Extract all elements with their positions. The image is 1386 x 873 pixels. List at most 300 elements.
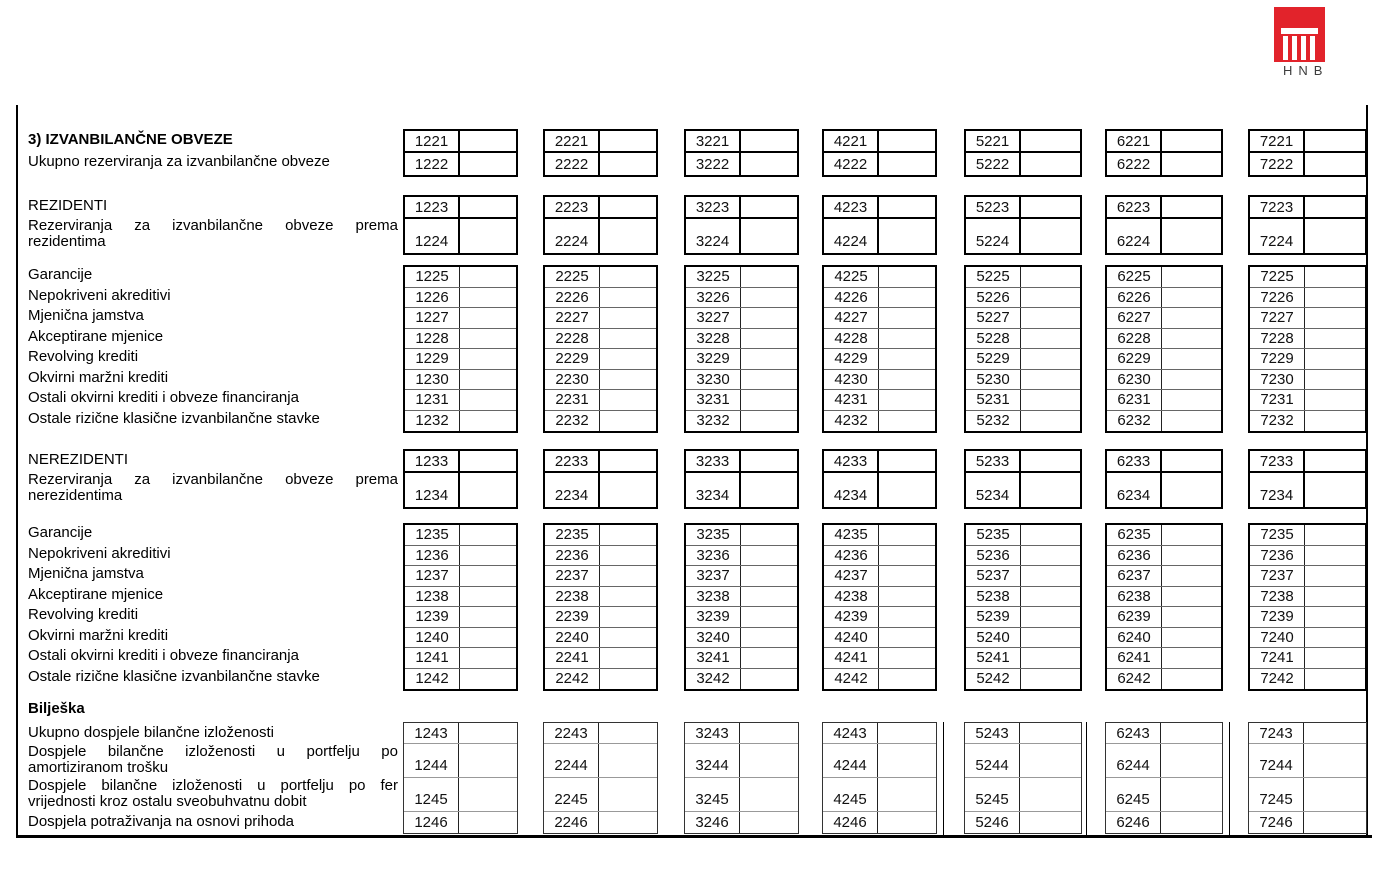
value-cell-1228[interactable] xyxy=(460,329,516,349)
value-cell-4227[interactable] xyxy=(879,308,935,328)
code-cell: 3243 xyxy=(685,723,740,743)
logo-architrave-icon xyxy=(1281,28,1318,34)
code-cell: 3230 xyxy=(686,370,741,390)
value-cell-1227[interactable] xyxy=(460,308,516,328)
value-cell-4228[interactable] xyxy=(879,329,935,349)
code-box-row xyxy=(824,370,935,391)
code-cell: 5232 xyxy=(966,411,1021,432)
code-box-row xyxy=(824,390,935,411)
value-cell-4235[interactable] xyxy=(879,525,935,545)
code-box-group-col1 xyxy=(403,722,518,834)
code-box-row xyxy=(1107,411,1221,432)
value-cell-2223[interactable] xyxy=(600,197,656,217)
value-cell-7223[interactable] xyxy=(1305,197,1365,217)
value-cell-6227[interactable] xyxy=(1162,308,1221,328)
code-cell: 5245 xyxy=(965,778,1020,811)
value-cell-2236[interactable] xyxy=(600,546,656,566)
value-cell-4238[interactable] xyxy=(879,587,935,607)
value-cell-7228[interactable] xyxy=(1305,329,1365,349)
code-cell: 2229 xyxy=(545,349,600,369)
value-cell-6240[interactable] xyxy=(1162,628,1221,648)
code-box-row xyxy=(966,546,1080,567)
code-box-row xyxy=(545,267,656,288)
value-cell-5237[interactable] xyxy=(1021,566,1080,586)
code-cell: 1232 xyxy=(405,411,460,432)
value-cell-6243[interactable] xyxy=(1161,723,1222,743)
value-cell-1225[interactable] xyxy=(460,267,516,287)
value-cell-4243[interactable] xyxy=(878,723,936,743)
code-box-row xyxy=(966,349,1080,370)
value-cell-2244[interactable] xyxy=(599,744,657,777)
code-cell: 5221 xyxy=(966,131,1021,151)
value-cell-7234[interactable] xyxy=(1305,473,1365,507)
value-cell-6234[interactable] xyxy=(1162,473,1221,507)
code-cell: 4224 xyxy=(824,219,879,253)
code-box-group-col7 xyxy=(1248,523,1367,691)
value-cell-6225[interactable] xyxy=(1162,267,1221,287)
value-cell-2230[interactable] xyxy=(600,370,656,390)
value-cell-5229[interactable] xyxy=(1021,349,1080,369)
value-cell-4234[interactable] xyxy=(879,473,935,507)
code-box-row xyxy=(824,411,935,432)
value-cell-6246[interactable] xyxy=(1161,812,1222,833)
value-cell-4230[interactable] xyxy=(879,370,935,390)
code-box-row xyxy=(405,648,516,669)
value-cell-5245[interactable] xyxy=(1020,778,1081,811)
value-cell-2229[interactable] xyxy=(600,349,656,369)
value-cell-6221[interactable] xyxy=(1162,131,1221,151)
value-cell-1238[interactable] xyxy=(460,587,516,607)
value-cell-3234[interactable] xyxy=(741,473,797,507)
code-box-row xyxy=(405,329,516,350)
value-cell-2232[interactable] xyxy=(600,411,656,432)
value-cell-7241[interactable] xyxy=(1305,648,1365,668)
value-cell-4223[interactable] xyxy=(879,197,935,217)
code-box-group-col4 xyxy=(822,449,937,509)
code-box-row xyxy=(824,267,935,288)
code-box-row xyxy=(824,525,935,546)
code-box-row xyxy=(824,566,935,587)
value-cell-2233[interactable] xyxy=(600,451,656,471)
code-box-row xyxy=(1250,587,1365,608)
value-cell-6235[interactable] xyxy=(1162,525,1221,545)
code-cell: 7222 xyxy=(1250,153,1305,175)
value-cell-2246[interactable] xyxy=(599,812,657,833)
value-cell-2245[interactable] xyxy=(599,778,657,811)
value-cell-2228[interactable] xyxy=(600,329,656,349)
code-box-group-col2 xyxy=(543,722,658,834)
code-cell: 6245 xyxy=(1106,778,1161,811)
value-cell-1233[interactable] xyxy=(460,451,516,471)
code-box-group-col7 xyxy=(1248,129,1367,177)
value-cell-4226[interactable] xyxy=(879,288,935,308)
row-label: Mjenična jamstva xyxy=(28,307,144,325)
value-cell-1229[interactable] xyxy=(460,349,516,369)
value-cell-2241[interactable] xyxy=(600,648,656,668)
value-cell-6228[interactable] xyxy=(1162,329,1221,349)
value-cell-2225[interactable] xyxy=(600,267,656,287)
code-cell: 3227 xyxy=(686,308,741,328)
code-cell: 5235 xyxy=(966,525,1021,545)
value-cell-1234[interactable] xyxy=(460,473,516,507)
code-cell: 1223 xyxy=(405,197,460,217)
value-cell-5222[interactable] xyxy=(1021,153,1080,175)
code-cell: 2232 xyxy=(545,411,600,432)
value-cell-1230[interactable] xyxy=(460,370,516,390)
value-cell-7225[interactable] xyxy=(1305,267,1365,287)
value-cell-5231[interactable] xyxy=(1021,390,1080,410)
value-cell-3235[interactable] xyxy=(741,525,797,545)
code-cell: 7229 xyxy=(1250,349,1305,369)
code-box-row xyxy=(1107,267,1221,288)
code-cell: 6239 xyxy=(1107,607,1162,627)
value-cell-6242[interactable] xyxy=(1162,669,1221,690)
code-cell: 3224 xyxy=(686,219,741,253)
value-cell-5235[interactable] xyxy=(1021,525,1080,545)
value-cell-2231[interactable] xyxy=(600,390,656,410)
value-cell-4244[interactable] xyxy=(878,744,936,777)
code-box-group-col4 xyxy=(822,265,937,433)
value-cell-6230[interactable] xyxy=(1162,370,1221,390)
code-box-row xyxy=(824,546,935,567)
code-cell: 3228 xyxy=(686,329,741,349)
value-cell-7227[interactable] xyxy=(1305,308,1365,328)
code-cell: 3241 xyxy=(686,648,741,668)
value-cell-7235[interactable] xyxy=(1305,525,1365,545)
value-cell-1246[interactable] xyxy=(459,812,517,833)
value-cell-2227[interactable] xyxy=(600,308,656,328)
value-cell-2243[interactable] xyxy=(599,723,657,743)
code-cell: 2235 xyxy=(545,525,600,545)
code-box-row xyxy=(686,349,797,370)
code-cell: 1246 xyxy=(404,812,459,833)
value-cell-6236[interactable] xyxy=(1162,546,1221,566)
value-cell-1237[interactable] xyxy=(460,566,516,586)
row-label: Garancije xyxy=(28,524,93,542)
value-cell-5236[interactable] xyxy=(1021,546,1080,566)
value-cell-7237[interactable] xyxy=(1305,566,1365,586)
code-box-row xyxy=(686,628,797,649)
code-box-row xyxy=(823,723,936,744)
value-cell-4239[interactable] xyxy=(879,607,935,627)
value-cell-3228[interactable] xyxy=(741,329,797,349)
code-box-row xyxy=(686,308,797,329)
code-cell: 5231 xyxy=(966,390,1021,410)
code-box-row xyxy=(823,812,936,833)
value-cell-1245[interactable] xyxy=(459,778,517,811)
value-cell-5224[interactable] xyxy=(1021,219,1080,253)
value-cell-5221[interactable] xyxy=(1021,131,1080,151)
code-box-row xyxy=(545,628,656,649)
value-cell-4222[interactable] xyxy=(879,153,935,175)
value-cell-6241[interactable] xyxy=(1162,648,1221,668)
value-cell-7221[interactable] xyxy=(1305,131,1365,151)
value-cell-7236[interactable] xyxy=(1305,546,1365,566)
value-cell-3239[interactable] xyxy=(741,607,797,627)
code-box-group-col6 xyxy=(1105,265,1223,433)
code-box-group-col3 xyxy=(684,195,799,255)
code-box-row xyxy=(824,329,935,350)
code-cell: 7225 xyxy=(1250,267,1305,287)
value-cell-3242[interactable] xyxy=(741,669,797,690)
code-box-row xyxy=(686,566,797,587)
value-cell-3243[interactable] xyxy=(740,723,798,743)
value-cell-7224[interactable] xyxy=(1305,219,1365,253)
code-cell: 3235 xyxy=(686,525,741,545)
value-cell-7245[interactable] xyxy=(1304,778,1366,811)
value-cell-3241[interactable] xyxy=(741,648,797,668)
code-box-row xyxy=(1107,131,1221,153)
value-cell-3231[interactable] xyxy=(741,390,797,410)
code-cell: 7242 xyxy=(1250,669,1305,690)
value-cell-1241[interactable] xyxy=(460,648,516,668)
value-cell-7244[interactable] xyxy=(1304,744,1366,777)
code-cell: 3229 xyxy=(686,349,741,369)
value-cell-2242[interactable] xyxy=(600,669,656,690)
code-box-row xyxy=(965,723,1081,744)
value-cell-4224[interactable] xyxy=(879,219,935,253)
value-cell-4240[interactable] xyxy=(879,628,935,648)
value-cell-3227[interactable] xyxy=(741,308,797,328)
value-cell-4229[interactable] xyxy=(879,349,935,369)
code-box-row xyxy=(686,197,797,219)
value-cell-1231[interactable] xyxy=(460,390,516,410)
value-cell-3245[interactable] xyxy=(740,778,798,811)
value-cell-2226[interactable] xyxy=(600,288,656,308)
value-cell-3236[interactable] xyxy=(741,546,797,566)
value-cell-5233[interactable] xyxy=(1021,451,1080,471)
code-box-row xyxy=(966,267,1080,288)
value-cell-5241[interactable] xyxy=(1021,648,1080,668)
row-label: Okvirni maržni krediti xyxy=(28,368,169,386)
code-cell: 5228 xyxy=(966,329,1021,349)
value-cell-4232[interactable] xyxy=(879,411,935,432)
code-box-row xyxy=(1250,607,1365,628)
code-cell: 6221 xyxy=(1107,131,1162,151)
value-cell-3237[interactable] xyxy=(741,566,797,586)
value-cell-7240[interactable] xyxy=(1305,628,1365,648)
code-box-row xyxy=(686,473,797,507)
code-cell: 2221 xyxy=(545,131,600,151)
row-label: Nepokriveni akreditivi xyxy=(28,286,171,304)
value-cell-3229[interactable] xyxy=(741,349,797,369)
value-cell-5226[interactable] xyxy=(1021,288,1080,308)
value-cell-4225[interactable] xyxy=(879,267,935,287)
code-box-row xyxy=(966,329,1080,350)
code-cell: 1245 xyxy=(404,778,459,811)
value-cell-7222[interactable] xyxy=(1305,153,1365,175)
value-cell-5234[interactable] xyxy=(1021,473,1080,507)
code-cell: 1233 xyxy=(405,451,460,471)
value-cell-4233[interactable] xyxy=(879,451,935,471)
value-cell-2235[interactable] xyxy=(600,525,656,545)
value-cell-6244[interactable] xyxy=(1161,744,1222,777)
value-cell-5243[interactable] xyxy=(1020,723,1081,743)
code-box-row xyxy=(1250,131,1365,153)
value-cell-3226[interactable] xyxy=(741,288,797,308)
row-label: Dospjela potraživanja na osnovi prihoda xyxy=(28,812,295,830)
code-box-row xyxy=(1106,812,1222,833)
code-cell: 5246 xyxy=(965,812,1020,833)
row-label: Akceptirane mjenice xyxy=(28,585,164,603)
code-box-row xyxy=(1250,288,1365,309)
value-cell-6229[interactable] xyxy=(1162,349,1221,369)
code-box-row xyxy=(966,628,1080,649)
value-cell-5240[interactable] xyxy=(1021,628,1080,648)
row-label: Ostali okvirni krediti i obveze financiranja xyxy=(28,647,299,665)
value-cell-1236[interactable] xyxy=(460,546,516,566)
code-box-group-col5 xyxy=(964,722,1082,834)
value-cell-3222[interactable] xyxy=(741,153,797,175)
value-cell-4245[interactable] xyxy=(878,778,936,811)
row-label: Ostali okvirni krediti i obveze financiranja xyxy=(28,389,299,407)
value-cell-5230[interactable] xyxy=(1021,370,1080,390)
value-cell-4237[interactable] xyxy=(879,566,935,586)
value-cell-2224[interactable] xyxy=(600,219,656,253)
value-cell-3232[interactable] xyxy=(741,411,797,432)
value-cell-7243[interactable] xyxy=(1304,723,1366,743)
value-cell-6245[interactable] xyxy=(1161,778,1222,811)
code-box-group-col1 xyxy=(403,523,518,691)
value-cell-6223[interactable] xyxy=(1162,197,1221,217)
value-cell-7231[interactable] xyxy=(1305,390,1365,410)
value-cell-5232[interactable] xyxy=(1021,411,1080,432)
row-labels xyxy=(28,129,398,173)
value-cell-1239[interactable] xyxy=(460,607,516,627)
value-cell-2237[interactable] xyxy=(600,566,656,586)
code-box-group-col2 xyxy=(543,449,658,509)
value-cell-6233[interactable] xyxy=(1162,451,1221,471)
code-box-row xyxy=(545,131,656,153)
code-cell: 4228 xyxy=(824,329,879,349)
code-box-row xyxy=(545,411,656,432)
value-cell-7229[interactable] xyxy=(1305,349,1365,369)
value-cell-7226[interactable] xyxy=(1305,288,1365,308)
value-cell-2239[interactable] xyxy=(600,607,656,627)
value-cell-2221[interactable] xyxy=(600,131,656,151)
value-cell-5239[interactable] xyxy=(1021,607,1080,627)
value-cell-5228[interactable] xyxy=(1021,329,1080,349)
code-box-group-col6 xyxy=(1105,722,1223,834)
value-cell-6231[interactable] xyxy=(1162,390,1221,410)
value-cell-4242[interactable] xyxy=(879,669,935,690)
value-cell-6237[interactable] xyxy=(1162,566,1221,586)
value-cell-3221[interactable] xyxy=(741,131,797,151)
code-cell: 6238 xyxy=(1107,587,1162,607)
code-box-row xyxy=(1107,219,1221,253)
code-cell: 2236 xyxy=(545,546,600,566)
value-cell-5223[interactable] xyxy=(1021,197,1080,217)
value-cell-1235[interactable] xyxy=(460,525,516,545)
value-cell-1242[interactable] xyxy=(460,669,516,690)
value-cell-1222[interactable] xyxy=(460,153,516,175)
value-cell-7230[interactable] xyxy=(1305,370,1365,390)
code-cell: 7246 xyxy=(1249,812,1304,833)
value-cell-4221[interactable] xyxy=(879,131,935,151)
code-box-row xyxy=(824,473,935,507)
code-box-row xyxy=(824,648,935,669)
value-cell-7232[interactable] xyxy=(1305,411,1365,432)
value-cell-4231[interactable] xyxy=(879,390,935,410)
value-cell-3246[interactable] xyxy=(740,812,798,833)
value-cell-7246[interactable] xyxy=(1304,812,1366,833)
code-cell: 5240 xyxy=(966,628,1021,648)
value-cell-7233[interactable] xyxy=(1305,451,1365,471)
value-cell-1232[interactable] xyxy=(460,411,516,432)
value-cell-5238[interactable] xyxy=(1021,587,1080,607)
value-cell-3225[interactable] xyxy=(741,267,797,287)
value-cell-7242[interactable] xyxy=(1305,669,1365,690)
value-cell-3223[interactable] xyxy=(741,197,797,217)
value-cell-3224[interactable] xyxy=(741,219,797,253)
code-box-row xyxy=(966,587,1080,608)
code-cell: 6231 xyxy=(1107,390,1162,410)
value-cell-3244[interactable] xyxy=(740,744,798,777)
page-bottom-border xyxy=(16,835,1372,838)
value-cell-6232[interactable] xyxy=(1162,411,1221,432)
value-cell-1223[interactable] xyxy=(460,197,516,217)
value-cell-1240[interactable] xyxy=(460,628,516,648)
value-cell-6222[interactable] xyxy=(1162,153,1221,175)
value-cell-6226[interactable] xyxy=(1162,288,1221,308)
row-label: 3) IZVANBILANČNE OBVEZE xyxy=(28,131,233,148)
value-cell-3233[interactable] xyxy=(741,451,797,471)
value-cell-2234[interactable] xyxy=(600,473,656,507)
value-cell-6224[interactable] xyxy=(1162,219,1221,253)
code-cell: 3221 xyxy=(686,131,741,151)
code-cell: 4227 xyxy=(824,308,879,328)
value-cell-4246[interactable] xyxy=(878,812,936,833)
code-box-row xyxy=(404,778,517,812)
value-cell-5246[interactable] xyxy=(1020,812,1081,833)
value-cell-7238[interactable] xyxy=(1305,587,1365,607)
value-cell-3230[interactable] xyxy=(741,370,797,390)
value-cell-2240[interactable] xyxy=(600,628,656,648)
code-cell: 2242 xyxy=(545,669,600,690)
value-cell-1244[interactable] xyxy=(459,744,517,777)
value-cell-6239[interactable] xyxy=(1162,607,1221,627)
code-box-row xyxy=(823,778,936,812)
value-cell-5244[interactable] xyxy=(1020,744,1081,777)
value-cell-3238[interactable] xyxy=(741,587,797,607)
value-cell-6238[interactable] xyxy=(1162,587,1221,607)
value-cell-1221[interactable] xyxy=(460,131,516,151)
code-cell: 1239 xyxy=(405,607,460,627)
value-cell-1243[interactable] xyxy=(459,723,517,743)
value-cell-1226[interactable] xyxy=(460,288,516,308)
value-cell-4241[interactable] xyxy=(879,648,935,668)
value-cell-4236[interactable] xyxy=(879,546,935,566)
code-box-row xyxy=(966,370,1080,391)
value-cell-2222[interactable] xyxy=(600,153,656,175)
code-box-row xyxy=(405,197,516,219)
hnb-logo xyxy=(1274,7,1325,62)
value-cell-7239[interactable] xyxy=(1305,607,1365,627)
code-cell: 6230 xyxy=(1107,370,1162,390)
code-box-row xyxy=(685,723,798,744)
code-cell: 3236 xyxy=(686,546,741,566)
value-cell-5227[interactable] xyxy=(1021,308,1080,328)
code-box-group-col1 xyxy=(403,195,518,255)
value-cell-1224[interactable] xyxy=(460,219,516,253)
value-cell-5242[interactable] xyxy=(1021,669,1080,690)
value-cell-3240[interactable] xyxy=(741,628,797,648)
value-cell-5225[interactable] xyxy=(1021,267,1080,287)
code-cell: 6240 xyxy=(1107,628,1162,648)
code-box-group-col2 xyxy=(543,129,658,177)
value-cell-2238[interactable] xyxy=(600,587,656,607)
row-label: Ukupno dospjele bilančne izloženosti xyxy=(28,723,274,741)
